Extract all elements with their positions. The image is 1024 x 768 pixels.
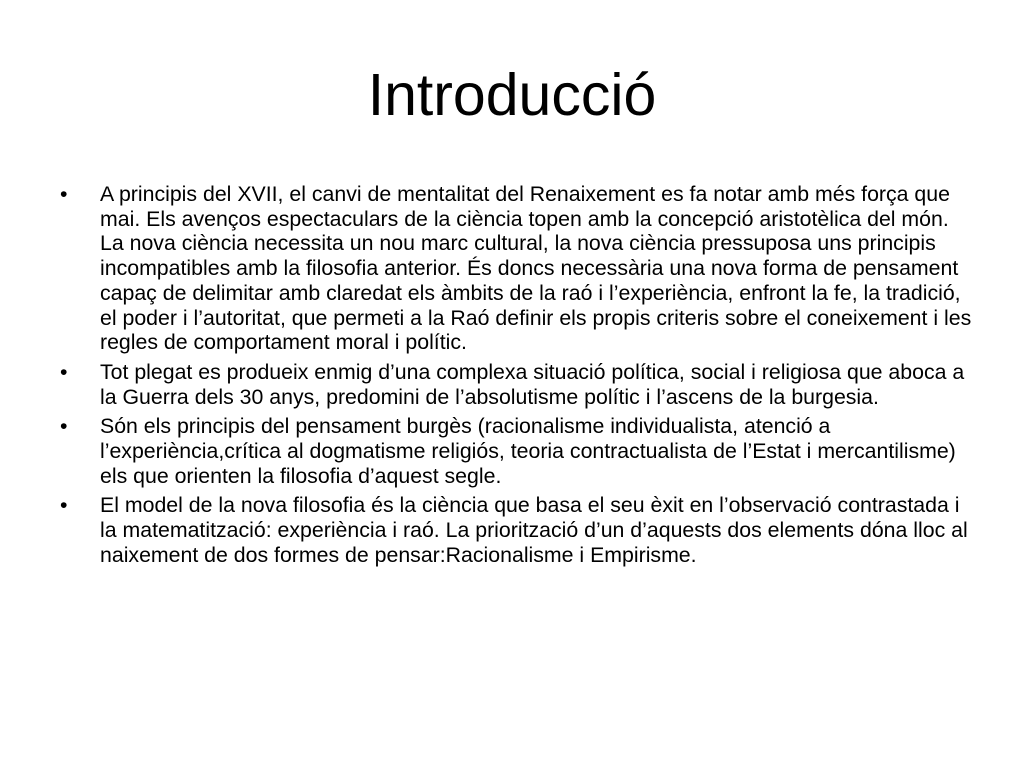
bullet-marker: • <box>60 493 68 518</box>
bullet-marker: • <box>60 414 68 439</box>
bullet-item <box>57 182 972 355</box>
slide-title: Introducció <box>367 62 657 128</box>
bullet-marker: • <box>60 359 68 384</box>
bullet-text: Tot plegat es produeix enmig d’una complexa situació política, social i religiosa que aboca a la Guerra dels 30 anys, predomini de l’absolutisme polític i l’ascens de la burgesia. <box>100 359 965 409</box>
bullet-list <box>57 182 972 573</box>
bullet-text: Són els principis del pensament burgès (racionalisme individualista, atenció a l’experiència,crítica al dogmatisme religiós, teoria contractualista de l’Estat i mercantilisme) els que orienten la filosofia d’aquest segle. <box>100 414 956 488</box>
bullet-text: El model de la nova filosofia és la ciència que basa el seu èxit en l’observació contrastada i la matematització: experiència i raó. La priorització d’un d’aquests dos elements dóna lloc al naixement de dos formes de pensar:Racionalisme i Empirisme. <box>100 493 968 567</box>
bullet-item <box>57 360 972 409</box>
bullet-item <box>57 414 972 488</box>
bullet-item <box>57 493 972 567</box>
bullet-text: A principis del XVII, el canvi de mentalitat del Renaixement es fa notar amb més força que mai. Els avenços espectaculars de la ciència topen amb la concepció aristotèlica del món. La nova ciència necessita un nou marc cultural, la nova ciència pressuposa uns principis incompatibles amb la filosofia anterior. És doncs necessària una nova forma de pensament capaç de delimitar amb claredat els àmbits de la raó i l’experiència, enfront la fe, la tradició, el poder i l’autoritat, que permeti a la Raó definir els propis criteris sobre el coneixement i les regles de comportament moral i polític. <box>100 182 972 355</box>
bullet-marker: • <box>60 182 68 206</box>
